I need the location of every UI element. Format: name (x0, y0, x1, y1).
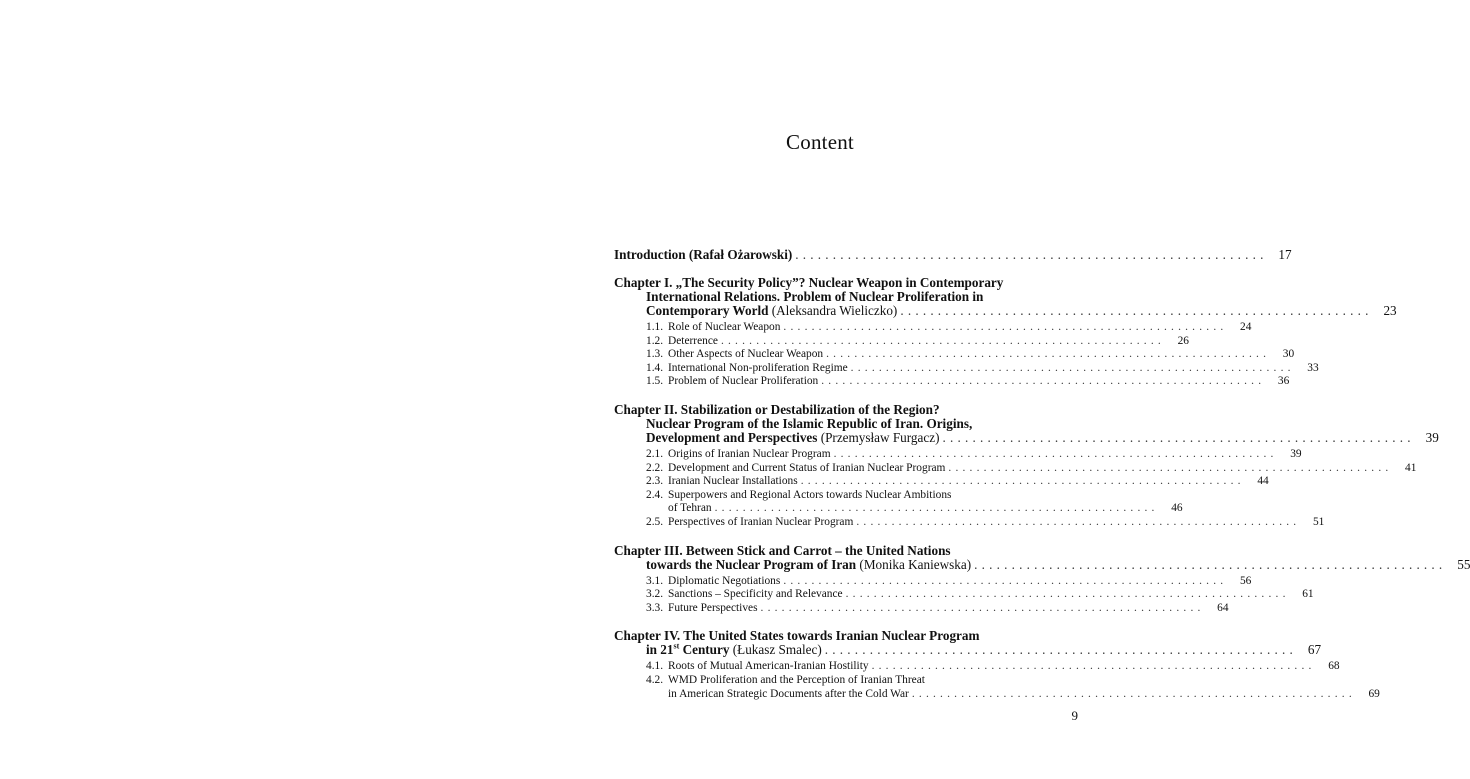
page-number: 41 (1405, 461, 1417, 474)
dot-leader: ............................................................... (845, 588, 1290, 601)
toc-chapter-4 (614, 628, 1322, 658)
section-number: 2.3. (646, 475, 664, 488)
section-title: Sanctions – Specificity and Relevance (668, 588, 843, 601)
toc-section (614, 361, 1319, 376)
page-number: 39 (1290, 447, 1302, 460)
section-number: 1.2. (646, 334, 664, 347)
chapter-author: (Przemysław Furgacz) (820, 429, 940, 445)
page-number: 46 (1171, 502, 1183, 515)
dot-leader: ............................................................... (948, 461, 1393, 474)
section-title: Diplomatic Negotiations (668, 574, 781, 587)
section-number: 1.3. (646, 348, 664, 361)
section-title: Role of Nuclear Weapon (668, 321, 781, 333)
page-title: Content (786, 130, 854, 154)
toc-section (614, 488, 1183, 516)
section-title: International Non-proliferation Regime (668, 361, 848, 374)
dot-leader: ............................................................... (714, 502, 1159, 515)
section-number: 3.1. (646, 574, 664, 587)
section-number: 2.1. (646, 447, 664, 460)
section-title: Development and Current Status of Iranian Nuclear Program (668, 461, 946, 474)
introduction-author: (Rafał Ożarowski) (688, 247, 793, 262)
section-title: Superpowers and Regional Actors towards Nuclear Ambitions (668, 488, 952, 501)
toc-chapter-2 (614, 401, 1439, 445)
dot-leader: ............................................................... (720, 334, 1165, 347)
dot-leader: ............................................................... (783, 321, 1228, 333)
page-number: 68 (1328, 660, 1340, 673)
dot-leader: ............................................................... (833, 447, 1278, 460)
toc-section (614, 673, 1380, 701)
page-number: 33 (1307, 361, 1319, 374)
dot-leader: ............................................................... (760, 601, 1205, 614)
toc-section (614, 348, 1295, 362)
page-number: 55 (1457, 556, 1470, 572)
dot-leader: ............................................................... (856, 515, 1301, 528)
section-number: 4.1. (646, 660, 664, 673)
page-number: 51 (1312, 515, 1325, 528)
toc-section (614, 334, 1189, 349)
section-title-continued: of Tehran (668, 502, 712, 515)
section-number: 4.2. (646, 673, 664, 686)
section-title: Problem of Nuclear Proliferation (668, 375, 819, 388)
section-number: 1.5. (646, 375, 664, 388)
toc-chapter-1 (614, 275, 1397, 318)
chapter-title-line: Chapter II. Stabilization or Destabilization of the Region? (614, 401, 940, 417)
chapter-title-line: towards the Nuclear Program of Iran (646, 556, 857, 572)
folio-page-number: 9 (1071, 708, 1078, 723)
section-title-continued: in American Strategic Documents after the Cold War (668, 687, 909, 700)
page-number: 26 (1177, 334, 1189, 347)
superscript-st: st (673, 641, 680, 651)
dot-leader: ............................................................... (783, 574, 1228, 587)
toc-section (614, 447, 1302, 462)
chapter-author: (Łukasz Smalec) (732, 642, 822, 658)
page-number: 24 (1240, 321, 1252, 333)
page-number: 67 (1307, 642, 1322, 658)
section-title: Other Aspects of Nuclear Weapon (668, 348, 824, 361)
introduction-label: Introduction (614, 247, 686, 262)
right-page (552, 0, 1470, 779)
page-number: 61 (1302, 588, 1314, 601)
page-number: 44 (1257, 475, 1269, 488)
section-title: Origins of Iranian Nuclear Program (668, 447, 831, 460)
chapter-title-line: International Relations. Problem of Nuclear Proliferation in (646, 289, 984, 304)
dot-leader: ............................................................... (824, 642, 1298, 658)
section-title: Iranian Nuclear Installations (668, 475, 798, 488)
section-number: 3.2. (646, 588, 664, 601)
chapter-title-line: in 21 (646, 642, 674, 658)
page-number: 64 (1217, 601, 1229, 614)
dot-leader: ............................................................... (911, 687, 1356, 700)
toc-section (614, 515, 1325, 530)
dot-leader: ............................................................... (800, 475, 1245, 488)
section-number: 1.4. (646, 361, 664, 374)
toc-section (614, 601, 1229, 616)
dot-leader: ............................................................... (974, 556, 1447, 572)
toc-section (614, 588, 1314, 602)
toc-section (614, 660, 1340, 674)
section-title: Deterrence (668, 334, 718, 347)
dot-leader: ............................................................... (871, 660, 1316, 673)
chapter-title-line: Contemporary World (646, 303, 769, 318)
dot-leader: ............................................................... (900, 303, 1373, 318)
section-title: Perspectives of Iranian Nuclear Program (668, 515, 854, 528)
dot-leader: ............................................................... (942, 429, 1415, 445)
page-number: 69 (1368, 687, 1380, 700)
section-title: WMD Proliferation and the Perception of Iranian Threat (668, 673, 925, 686)
dot-leader: ............................................................... (795, 247, 1268, 262)
section-number: 2.4. (646, 488, 664, 501)
toc-chapter-3 (614, 542, 1470, 572)
toc-section (614, 574, 1252, 589)
section-title: Future Perspectives (668, 601, 758, 614)
section-number: 2.5. (646, 515, 664, 528)
chapter-title-line: Chapter I. „The Security Policy”? Nuclear Weapon in Contemporary (614, 275, 1004, 290)
page-number: 56 (1239, 574, 1252, 587)
page-number: 23 (1383, 303, 1397, 318)
page-number: 30 (1282, 348, 1295, 361)
page-number: 17 (1278, 247, 1292, 262)
section-number: 2.2. (646, 461, 664, 474)
section-number: 3.3. (646, 601, 664, 614)
chapter-title-line: Century (679, 642, 730, 658)
dot-leader: ............................................................... (826, 348, 1271, 361)
chapter-title-line: Nuclear Program of the Islamic Republic of Iran. Origins, (646, 415, 973, 431)
table-of-contents (614, 247, 1470, 701)
dot-leader: ............................................................... (821, 375, 1266, 388)
page-number: 36 (1277, 375, 1290, 388)
section-title: Roots of Mutual American-Iranian Hostility (668, 660, 869, 673)
chapter-title-line: Chapter IV. The United States towards Iranian Nuclear Program (614, 628, 980, 644)
page-number: 39 (1425, 429, 1439, 445)
chapter-title-line: Development and Perspectives (646, 429, 818, 445)
toc-section (614, 321, 1252, 335)
chapter-title-line: Chapter III. Between Stick and Carrot – the United Nations (614, 542, 951, 558)
section-number: 1.1. (646, 321, 664, 333)
toc-section (614, 475, 1269, 489)
chapter-author: (Aleksandra Wieliczko) (771, 303, 898, 318)
toc-section (614, 461, 1417, 476)
toc-section (614, 375, 1290, 389)
dot-leader: ............................................................... (850, 361, 1295, 374)
chapter-author: (Monika Kaniewska) (859, 556, 972, 572)
toc-introduction (614, 247, 1292, 262)
